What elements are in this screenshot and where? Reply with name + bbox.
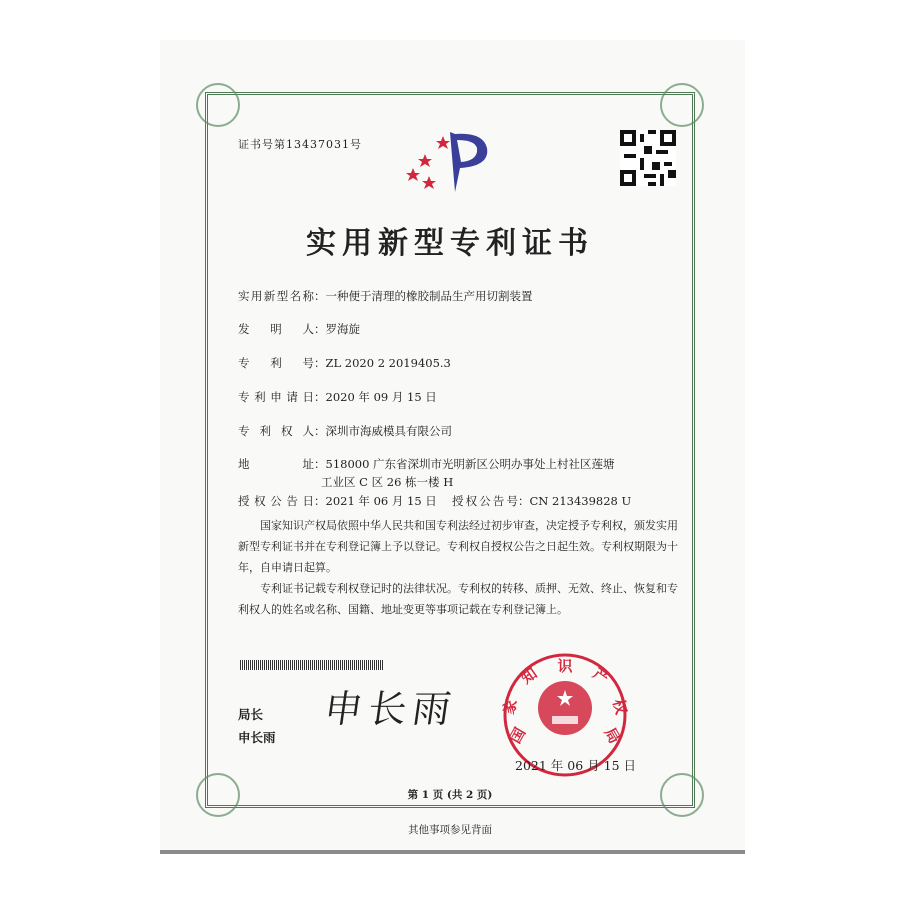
seal-date: 2021 年 06 月 15 日: [515, 758, 636, 773]
field-utility-model-name: 实用新型名称：一种便于清理的橡胶制品生产用切割装置: [238, 289, 533, 303]
svg-text:国: 国: [506, 724, 530, 747]
field-address: 地址：518000 广东省深圳市光明新区公明办事处上村社区莲塘: [238, 457, 615, 471]
ornament-icon: [196, 83, 240, 127]
ornament-icon: [660, 83, 704, 127]
field-patent-number: 专利号：ZL 2020 2 2019405.3: [238, 356, 451, 370]
legal-text: [238, 515, 678, 620]
svg-text:家: 家: [499, 697, 521, 717]
field-patentee: 专利权人：深圳市海威模具有限公司: [238, 424, 452, 438]
document-title: 实用新型专利证书: [306, 226, 594, 261]
field-grant-date: 授权公告日：2021 年 06 月 15 日: [238, 494, 437, 508]
field-grant-number: 授权公告号：CN 213439828 U: [452, 494, 632, 508]
legal-paragraph: 专利证书记载专利权登记时的法律状况。专利权的转移、质押、无效、终止、恢复和专利权人的姓名或名称、国籍、地址变更等事项记载在专利登记簿上。: [238, 582, 678, 616]
svg-text:识: 识: [557, 657, 573, 675]
svg-text:知: 知: [517, 664, 541, 688]
svg-text:权: 权: [609, 697, 631, 717]
field-application-date: 专利申请日：2020 年 09 月 15 日: [238, 390, 437, 404]
page-indicator: 第 1 页 (共 2 页): [407, 789, 493, 801]
legal-paragraph: 国家知识产权局依照中华人民共和国专利法经过初步审查，决定授予专利权，颁发实用新型专利证书并在专利登记簿上予以登记。专利权自授权公告之日起生效。专利权期限为十年，自申请日起算。: [238, 519, 678, 574]
field-inventor: 发明人：罗海旋: [238, 322, 360, 336]
qr-code-icon: [620, 130, 676, 186]
certificate-number: 证书号第13437031号: [238, 138, 362, 151]
svg-text:局: 局: [600, 724, 624, 747]
footer-note: 其他事项参见背面: [408, 824, 492, 836]
signature: 申长雨: [321, 687, 460, 731]
barcode: [240, 660, 383, 670]
cnipa-logo-icon: [405, 128, 495, 198]
director-name: 申长雨: [238, 730, 276, 745]
field-address-line2: 工业区 C 区 26 栋一楼 H: [321, 475, 454, 489]
director-title: 局长: [238, 707, 264, 722]
svg-text:产: 产: [589, 664, 613, 688]
